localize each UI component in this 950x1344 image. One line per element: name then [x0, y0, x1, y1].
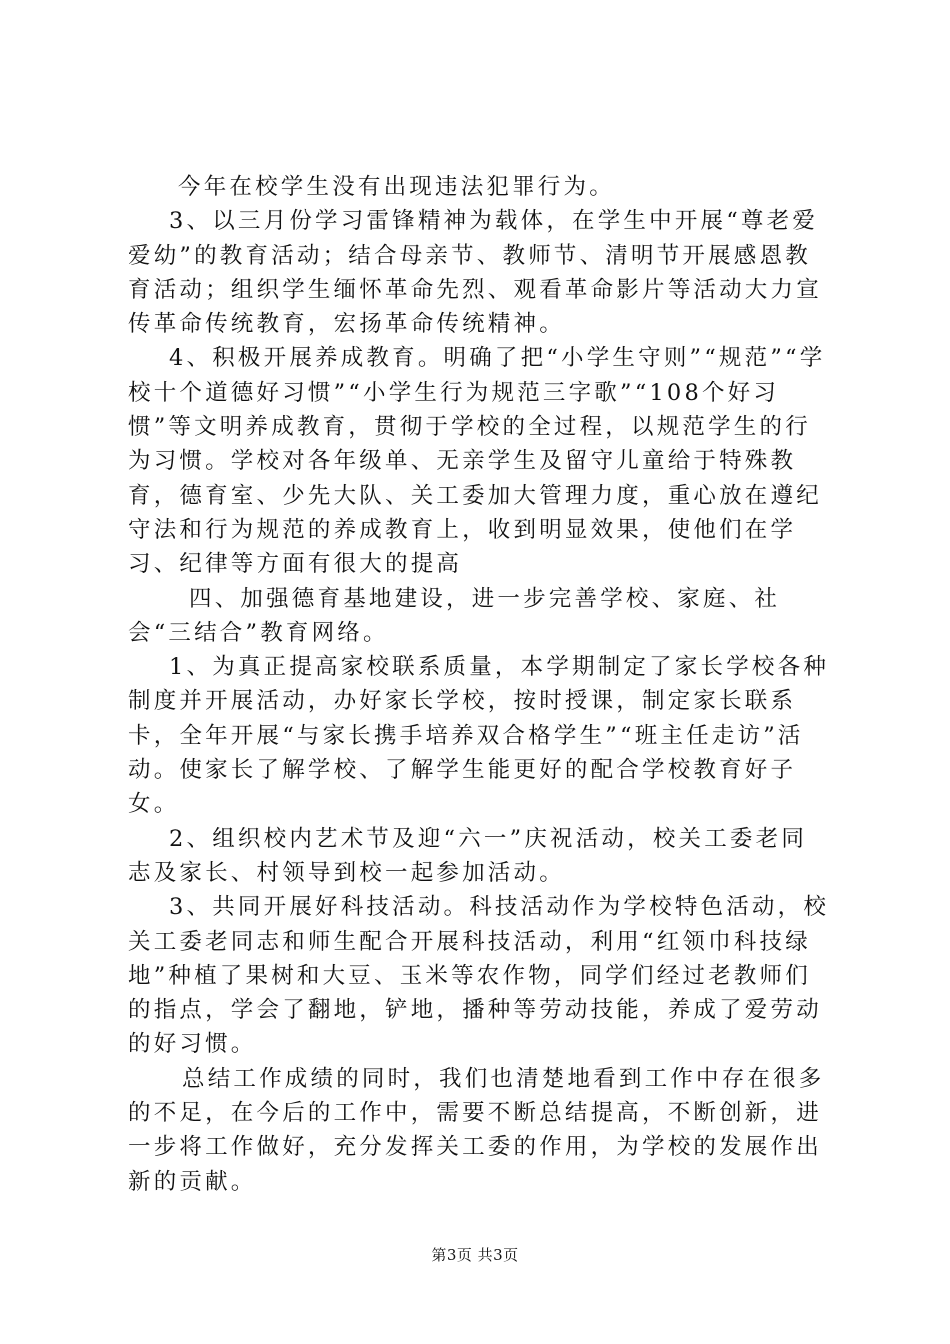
paragraph-item-3-science: 3、共同开展好科技活动。科技活动作为学校特色活动，校关工委老同志和师生配合开展科技活动，利用“红领巾科技绿地”种植了果树和大豆、玉米等农作物，同学们经过老教师们的指点，学会了翻地，铲地，播种等劳动技能，养成了爱劳动的好习惯。 [128, 894, 830, 1058]
paragraph-item-4-habits: 4、积极开展养成教育。明确了把“小学生守则”“规范”“学校十个道德好习惯”“小学生行为规范三字歌”“108个好习惯”等文明养成教育，贯彻于学校的全过程，以规范学生的行为习惯。学校对各年级单、无亲学生及留守儿童给于特殊教育，德育室、少先大队、关工委加大管理力度，重心放在遵纪守法和行为规范的养成教育上，收到明显效果，使他们在学习、纪律等方面有很大的提高 [128, 345, 826, 578]
document-body [128, 170, 832, 1199]
section-heading-4: 四、加强德育基地建设，进一步完善学校、家庭、社会“三结合”教育网络。 [128, 585, 781, 646]
paragraph-conclusion-line: 今年在校学生没有出现违法犯罪行为。 [178, 174, 615, 200]
paragraph-summary: 总结工作成绩的同时，我们也清楚地看到工作中存在很多的不足，在今后的工作中，需要不断总结提高，不断创新，进一步将工作做好，充分发挥关工委的作用，为学校的发展作出新的贡献。 [128, 1065, 825, 1195]
paragraph-item-3-lei-feng: 3、以三月份学习雷锋精神为载体，在学生中开展“尊老爱爱幼”的教育活动；结合母亲节、教师节、清明节开展感恩教育活动；组织学生缅怀革命先烈、观看革命影片等活动大力宣传革命传统教育，宏扬革命传统精神。 [128, 208, 822, 338]
paragraph-item-1-home-school: 1、为真正提高家校联系质量，本学期制定了家长学校各种制度并开展活动，办好家长学校，按时授课，制定家长联系卡，全年开展“与家长携手培养双合格学生”“班主任走访”活动。使家长了解学校、了解学生能更好的配合学校教育好子女。 [128, 654, 830, 818]
paragraph-item-2-art-festival: 2、组织校内艺术节及迎“六一”庆祝活动，校关工委老同志及家长、村领导到校一起参加活动。 [128, 825, 808, 886]
page-footer: 第3页 共3页 [431, 1246, 519, 1264]
